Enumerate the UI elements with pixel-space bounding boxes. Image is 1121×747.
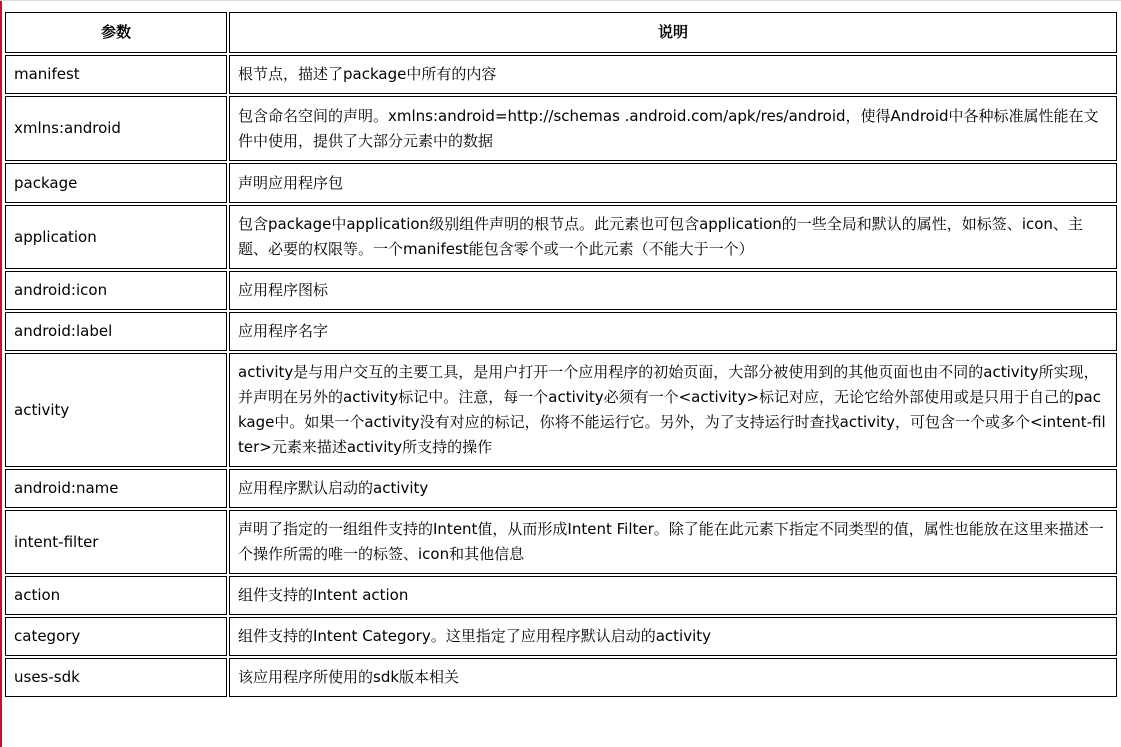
table-row (5, 469, 1117, 508)
param-cell: action (5, 576, 227, 615)
description-cell: 包含命名空间的声明。xmlns:android=http://schemas .android.com/apk/res/android，使得Android中各种标准属性能在文件中使用，提供了大部分元素中的数据 (229, 96, 1117, 161)
description-cell: 应用程序名字 (229, 312, 1117, 351)
param-cell: activity (5, 353, 227, 467)
description-cell: 应用程序图标 (229, 271, 1117, 310)
description-cell: 声明了指定的一组组件支持的Intent值，从而形成Intent Filter。除了能在此元素下指定不同类型的值，属性也能放在这里来描述一个操作所需的唯一的标签、icon和其他信息 (229, 510, 1117, 574)
table-row (5, 617, 1117, 656)
param-cell: manifest (5, 55, 227, 94)
description-cell: 应用程序默认启动的activity (229, 469, 1117, 508)
description-cell: activity是与用户交互的主要工具，是用户打开一个应用程序的初始页面，大部分被使用到的其他页面也由不同的activity所实现，并声明在另外的activity标记中。注意，每一个activity必须有一个<activity>标记对应，无论它给外部使用或是只用于自己的package中。如果一个activity没有对应的标记，你将不能运行它。另外，为了支持运行时查找activity，可包含一个或多个<intent-filter>元素来描述activity所支持的操作 (229, 353, 1117, 467)
table-row (5, 163, 1117, 203)
table-row (5, 312, 1117, 351)
table-row (5, 576, 1117, 615)
param-cell: android:label (5, 312, 227, 351)
table-row (5, 658, 1117, 697)
param-cell: package (5, 163, 227, 203)
header-description: 说明 (229, 12, 1117, 53)
table-row (5, 510, 1117, 574)
param-cell: intent-filter (5, 510, 227, 574)
param-cell: category (5, 617, 227, 656)
left-accent-line (0, 0, 2, 747)
parameter-table (3, 10, 1119, 699)
table-row (5, 271, 1117, 310)
param-cell: android:name (5, 469, 227, 508)
table-row (5, 55, 1117, 94)
description-cell: 组件支持的Intent Category。这里指定了应用程序默认启动的activity (229, 617, 1117, 656)
param-cell: application (5, 205, 227, 269)
top-rule (0, 0, 1121, 1)
description-cell: 包含package中application级别组件声明的根节点。此元素也可包含application的一些全局和默认的属性，如标签、icon、主题、必要的权限等。一个manifest能包含零个或一个此元素（不能大于一个） (229, 205, 1117, 269)
header-row (5, 12, 1117, 53)
description-cell: 声明应用程序包 (229, 163, 1117, 203)
param-cell: uses-sdk (5, 658, 227, 697)
description-cell: 该应用程序所使用的sdk版本相关 (229, 658, 1117, 697)
table-row (5, 96, 1117, 161)
param-cell: android:icon (5, 271, 227, 310)
table-row (5, 353, 1117, 467)
description-cell: 组件支持的Intent action (229, 576, 1117, 615)
header-param: 参数 (5, 12, 227, 53)
description-cell: 根节点，描述了package中所有的内容 (229, 55, 1117, 94)
param-cell: xmlns:android (5, 96, 227, 161)
table-row (5, 205, 1117, 269)
